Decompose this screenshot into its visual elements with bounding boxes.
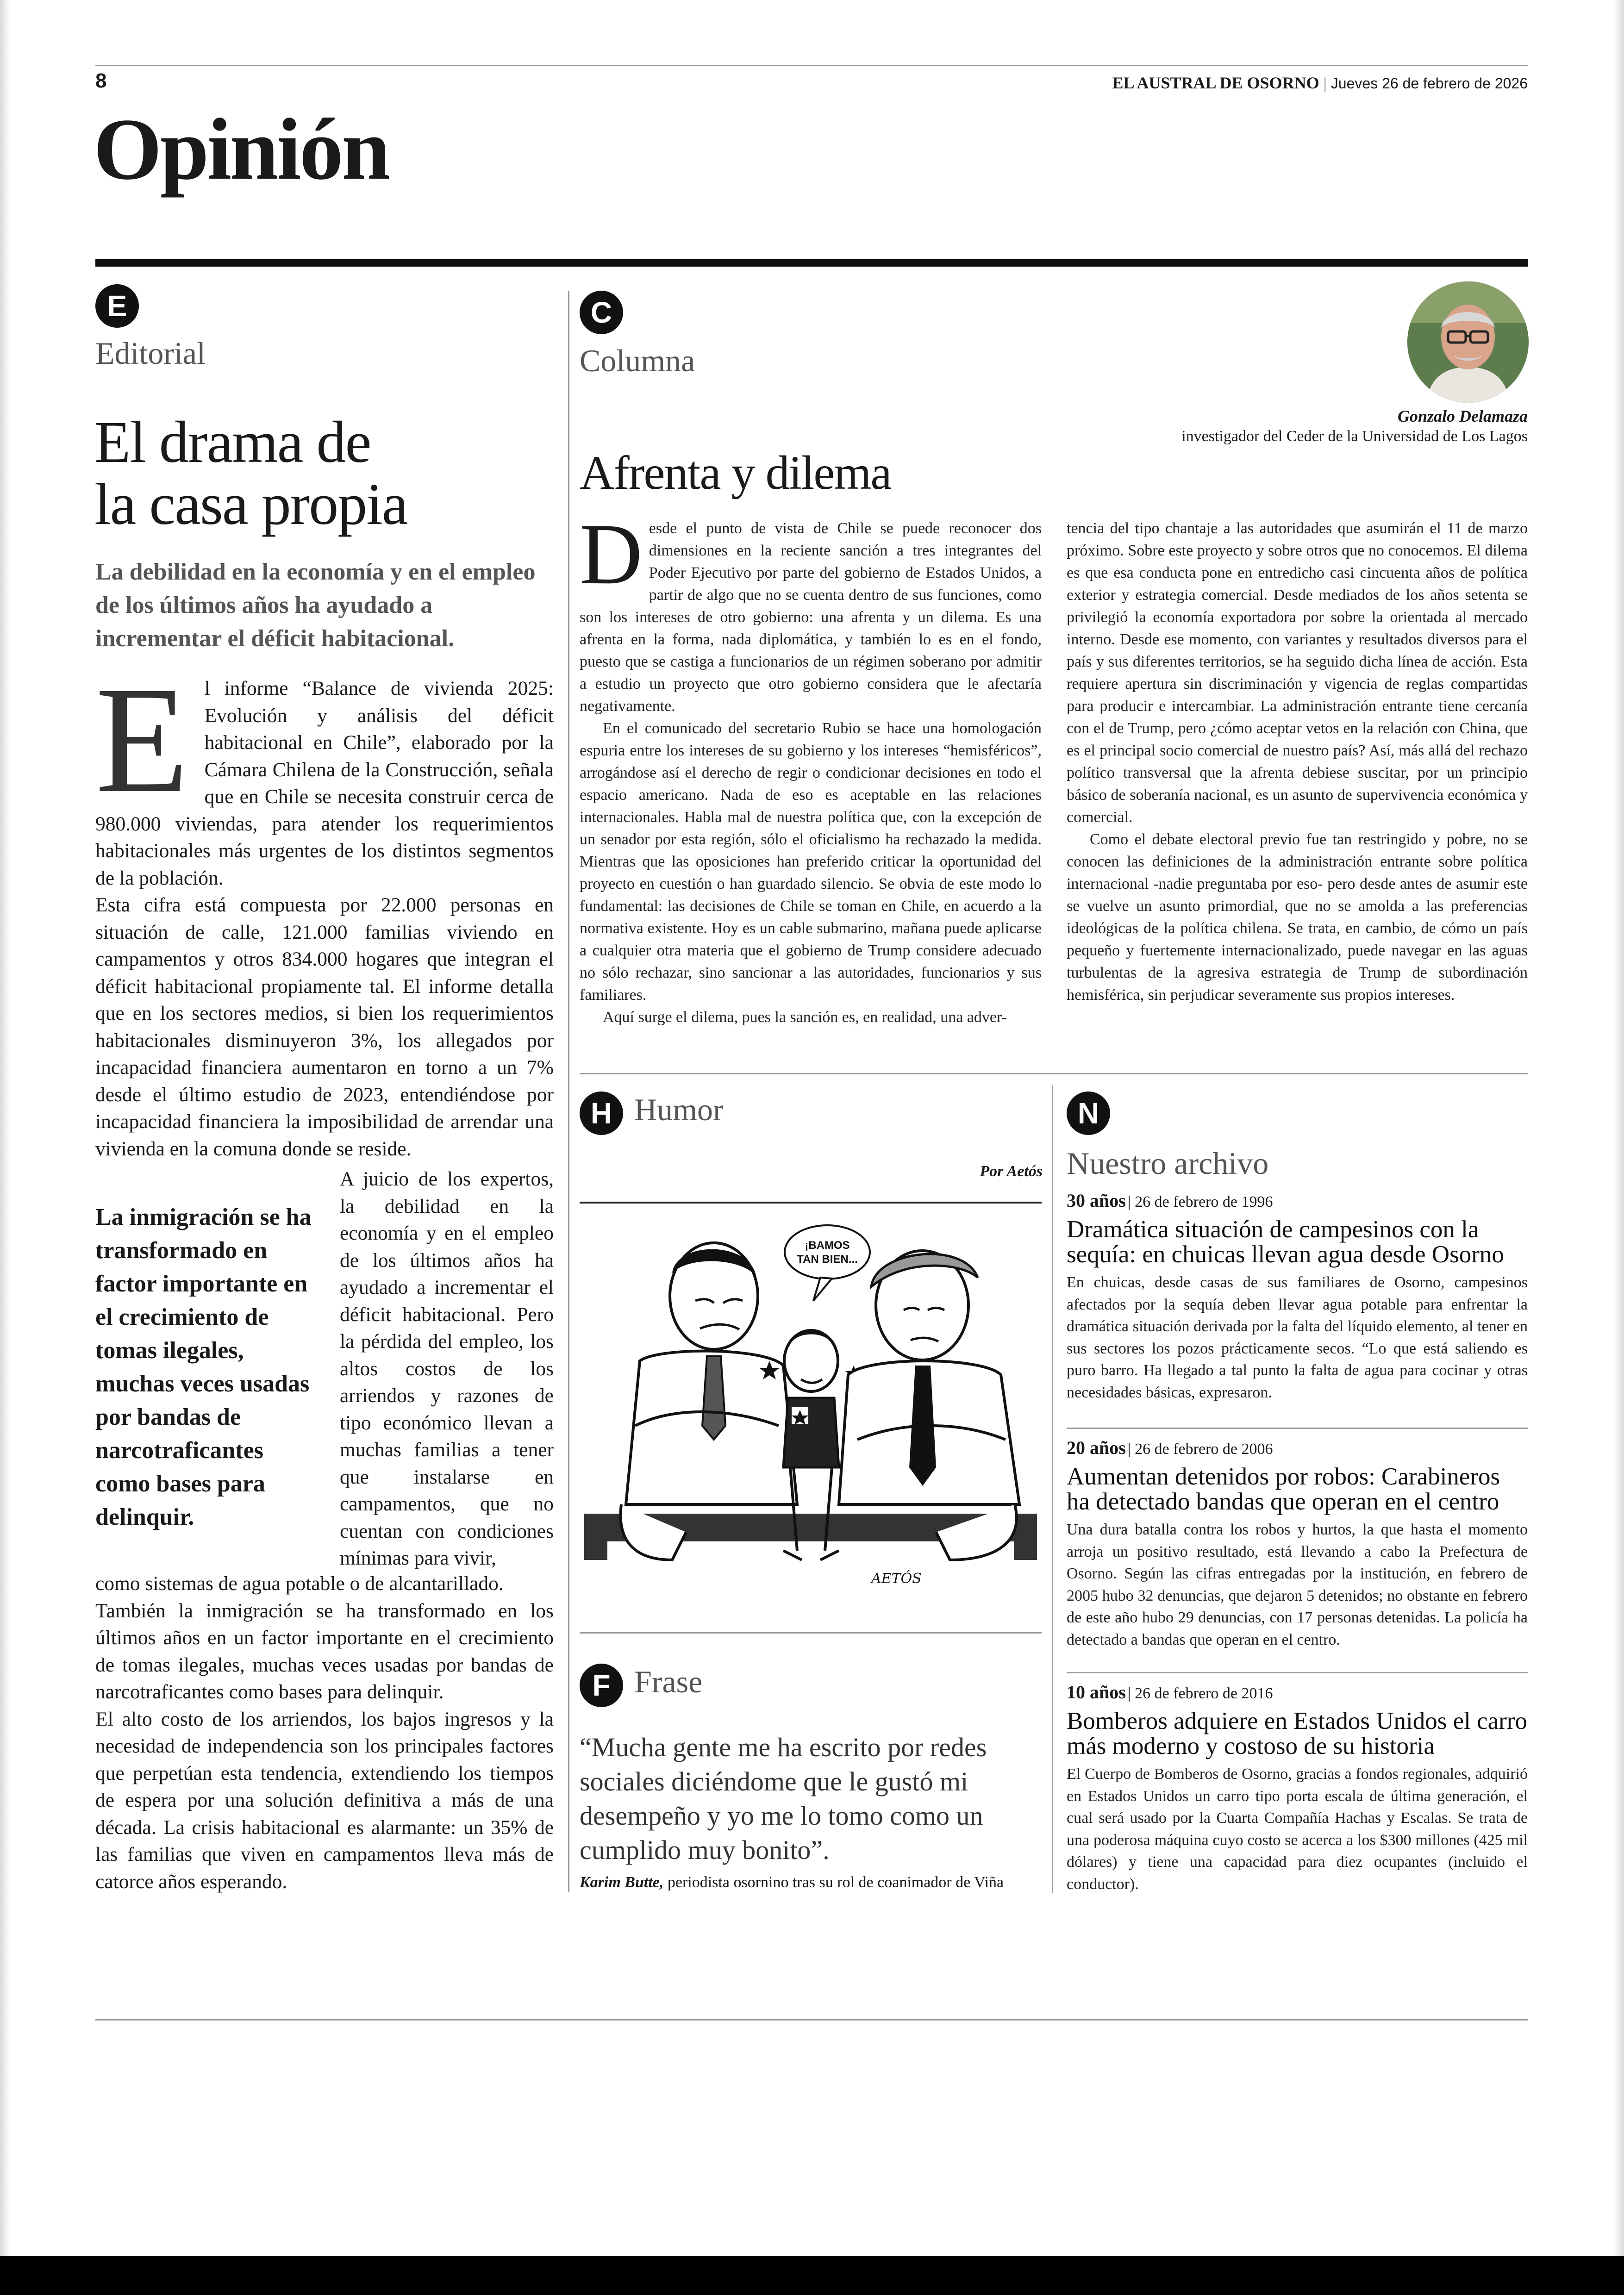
archivo-item-2-separator: | (1127, 1441, 1135, 1458)
archivo-rule-2 (1067, 1672, 1528, 1673)
bottom-bar (0, 2256, 1624, 2295)
editorial-paragraph-4: También la inmigración se ha transformado en los últimos años en un factor importante en el crecimiento de tomas ilegales, muchas veces usadas por bandas de narcotraficantes como bases para delinquir. (95, 1599, 554, 1703)
columna-paragraph-5: Como el debate electoral previo fue tan restringido y pobre, no se conocen las definiciones de la administración entrante sobre política internacional -nadie preguntaba por eso- pero desde antes de asumir este se vuelve un asunto primordial, que no se amolda a las preferencias ideológicas de la política chilena. Se trata, en cambio, de cómo un país pequeño y fuertemente internacionalizado, puede navegar en las aguas turbulentas de la agresiva estrategia de Trump de subordinación hemisférica, sin perjudicar severamente sus propios intereses. (1067, 831, 1528, 1004)
archivo-label: Nuestro archivo (1067, 1146, 1269, 1181)
page-left-shadow (0, 0, 10, 2295)
archivo-item-1-separator: | (1127, 1193, 1135, 1210)
archivo-item-1-meta (1067, 1190, 1528, 1211)
editorial-title-line1: El drama de (94, 409, 371, 475)
archivo-item-1-headline: Dramática situación de campesinos con la sequía: en chuicas llevan agua desde Osorno (1067, 1216, 1504, 1268)
cartoon-signature: AETÓS (871, 1571, 922, 1587)
editorial-paragraph-1: l informe “Balance de vivienda 2025: Evolución y análisis del déficit habitacional en Chile”, elaborado por la Cámara Chilena de la Construcción, señala que en Chile se necesita construir cerca de 980.000 viviendas, para atender los requerimientos habitacionales más urgentes de los distintos segmentos de la población. (95, 677, 554, 889)
archivo-item-2-headline: Aumentan detenidos por robos: Carabineros ha detectado bandas que operan en el centro (1067, 1463, 1500, 1515)
archivo-item-1-text: En chuicas, desde casas de sus familiares de Osorno, campesinos afectados por la sequía deben llevar agua potable para enfrentar la dramática situación derivada por la falta del líquido elemento, al tener en sus sectores los pozos prácticamente secos. “Lo que está saliendo es puro barro. Ha llegado a tal punto la falta de agua para cocinar y otras necesidades básicas, expresaron. (1067, 1274, 1528, 1401)
footer-rule (95, 2019, 1528, 2021)
header-separator: | (1323, 74, 1331, 92)
section-thick-rule (95, 259, 1528, 267)
archivo-item-2-text: Una dura batalla contra los robos y hurtos, la que hasta el momento arroja un positivo resultado, está llevando a cabo la Prefectura de Osorno. Según las cifras entregadas por la institución, en febrero de 2005 hubo 32 denuncias, que dejaron 5 detenidos; no obstante en febrero de este año hubo 29 denuncias, con 17 personas detenidas. La policía ha detectado a bandas que operan en el centro. (1067, 1521, 1528, 1648)
editorial-badge: E (95, 284, 139, 328)
columna-paragraph-3: Aquí surge el dilema, pues la sanción es, en realidad, una adver- (603, 1009, 1007, 1026)
columna-paragraph-4: tencia del tipo chantaje a las autoridades que asumirán el 11 de marzo próximo. Sobre este proyecto y sobre otros que no conocemos. El dilema es que esa conducta pone en entredicho casi cincuenta años de política exterior y estrategia comercial. Desde mediados de los años setenta se privilegió la economía exportadora por sobre la orientada al mercado interno. Desde ese momento, con variantes y resultados diversos para el país y sus diferentes territorios, se ha seguido dicha línea de acción. Esta requiere apertura sin discriminación y vigencia de reglas compartidas para producir e intercambiar. La administración entrante tiene cercanía con el de Trump, pero ¿cómo aceptar vetos en la relación con China, que es el principal socio comercial de nuestro país? Así, más allá del rechazo político transversal que la afrenta debiese suscitar, por un principio básico de soberanía nacional, es un asunto de supervivencia económica y comercial. (1067, 520, 1528, 826)
editorial-paragraph-5: El alto costo de los arriendos, los bajos ingresos y la necesidad de independencia son los principales factores que perpetúan esta tendencia, extendiendo los tiempos de espera por una solución definitiva a más de una década. La crisis habitacional es alarmante: un 35% de las familias que viven en campamentos lleva más de catorce años esperando. (95, 1708, 554, 1893)
header-top-rule (95, 65, 1528, 66)
page-right-shadow (1614, 0, 1624, 2295)
author-photo (1407, 281, 1529, 403)
archivo-item-1-date: 26 de febrero de 1996 (1135, 1193, 1273, 1210)
archivo-item-2-meta (1067, 1437, 1528, 1459)
archivo-item-2-date: 26 de febrero de 2006 (1135, 1441, 1273, 1458)
frase-attribution-name: Karim Butte, (580, 1874, 664, 1891)
editorial-body-top (95, 655, 554, 1162)
columna-label: Columna (580, 343, 695, 378)
editorial-title-line2: la casa propia (94, 471, 407, 537)
frase-badge: F (580, 1664, 623, 1707)
cartoon-illustration-icon (580, 1208, 1042, 1629)
archivo-item-3-years: 10 años (1067, 1682, 1126, 1703)
columna-bottom-rule (580, 1073, 1528, 1074)
archivo-item-3 (1067, 1681, 1528, 1895)
editorial-paragraph-3-cont: como sistemas de agua potable o de alcantarillado. (95, 1572, 504, 1595)
editorial-pullquote: La inmigración se ha transformado en factor importante en el crecimiento de tomas ilegales, muchas veces usadas por bandas de narcotraficantes como bases para delinquir. (95, 1204, 312, 1530)
columna-text-left (580, 505, 1042, 1029)
author-role: investigador del Ceder de la Universidad de Los Lagos (1181, 428, 1528, 445)
publication-name: EL AUSTRAL DE OSORNO (1112, 74, 1319, 92)
columna-paragraph-2: En el comunicado del secretario Rubio se hace una homologación espuria entre los intereses de su gobierno y los intereses “hemisféricos”, arrogándose así el derecho de regir o condicionar decisiones en todo el espacio americano. Nada de eso es aceptable en las relaciones internacionales. Habla mal de nuestra política que, con la excepción de un senador por esta región, sólo el oficialismo ha rechazado la medida. Mientras que las oposiciones han preferido criticar la oportunidad del proyecto en cuestión o han guardado silencio. Se obvia de este modo lo fundamental: las decisiones de Chile se toman en Chile, en acuerdo a la normativa existente. Hoy es un cable submarino, mañana puede aplicarse a cualquier otra materia que el gobierno de Trump considere adecuado no sólo rechazar, sino sancionar a las autoridades, funcionarios y sus familiares. (580, 720, 1042, 1004)
frase-label: Frase (634, 1664, 703, 1699)
archivo-item-1 (1067, 1190, 1528, 1403)
author-portrait-icon (1407, 281, 1529, 403)
editorial-subtitle: La debilidad en la economía y en el empleo de los últimos años ha ayudado a incrementar el déficit habitacional. (95, 559, 536, 652)
columna-title: Afrenta y dilema (580, 446, 891, 499)
archivo-item-3-text: El Cuerpo de Bomberos de Osorno, gracias a fondos regionales, adquirió en Estados Unidos un carro tipo porta escala de última generación, el cual será usado por la Cuarta Compañía Hachas y Escalas. Se trata de una poderosa máquina cuyo costo se acerca a los $300 millones (425 mil dólares) y tiene una capacidad para diez ocupantes (incluido el conductor). (1067, 1765, 1528, 1893)
humor-top-rule (580, 1202, 1042, 1204)
page-number: 8 (95, 69, 107, 92)
archivo-rule-1 (1067, 1428, 1528, 1429)
frase-quote: “Mucha gente me ha escrito por redes sociales diciéndome que le gustó mi desempeño y yo me lo tomo como un cumplido muy bonito”. (580, 1732, 987, 1865)
frase-attribution (580, 1874, 1043, 1891)
columna-paragraph-1: esde el punto de vista de Chile se puede reconocer dos dimensiones en la reciente sanción a tres integrantes del Poder Ejecutivo por parte del gobierno de Estados Unidos, a partir de algo que no se cuenta dentro de sus funciones, como son los intereses de otro gobierno: una afrenta y un dilema. Es una afrenta en la forma, nada diplomática, y también lo es en el fondo, puesto que se castiga a funcionarios de un régimen soberano por admitir a estudio un proyecto que otro gobierno considera que le afectaría negativamente. (580, 520, 1042, 715)
frase-attribution-text: periodista osornino tras su rol de coanimador de Viña (667, 1874, 1004, 1891)
humor-cartoon (580, 1208, 1042, 1629)
editorial-title (94, 411, 557, 535)
humor-byline: Por Aetós (980, 1163, 1043, 1180)
publication-info (1112, 73, 1528, 93)
publication-date: Jueves 26 de febrero de 2026 (1330, 75, 1528, 92)
archivo-item-2-years: 20 años (1067, 1437, 1126, 1458)
humor-label: Humor (634, 1092, 724, 1127)
editorial-body-bottom (95, 1570, 554, 1895)
author-name: Gonzalo Delamaza (1397, 407, 1528, 425)
archivo-item-3-date: 26 de febrero de 2016 (1135, 1685, 1273, 1702)
columna-text-right (1067, 518, 1528, 1006)
cartoon-bubble-line2: TAN BIEN... (797, 1253, 858, 1266)
columna-badge: C (580, 291, 623, 334)
editorial-dropcap: E (95, 655, 189, 824)
column-divider-2 (1052, 1085, 1053, 1893)
column-divider-1 (568, 291, 569, 1892)
editorial-label: Editorial (95, 336, 206, 371)
cartoon-bubble-line1: ¡BAMOS (805, 1239, 850, 1252)
archivo-item-3-meta (1067, 1681, 1528, 1703)
archivo-item-3-separator: | (1127, 1685, 1135, 1702)
humor-badge: H (580, 1091, 623, 1135)
editorial-paragraph-2: Esta cifra está compuesta por 22.000 personas en situación de calle, 121.000 familias viviendo en campamentos y otros 834.000 hogares que integran el déficit habitacional propiamente tal. El informe detalla que en los sectores medios, si bien los requerimientos habitacionales disminuyeron 3%, los allegados por incapacidad financiera aumentaron en torno a un 7% desde el último estudio de 2023, entendiéndose por incapacidad financiera la imposibilidad de arrendar una vivienda en la comuna donde se reside. (95, 894, 554, 1160)
archivo-badge: N (1067, 1091, 1110, 1135)
archivo-item-2 (1067, 1437, 1528, 1651)
columna-dropcap: D (580, 505, 643, 602)
archivo-item-3-headline: Bomberos adquiere en Estados Unidos el carro más moderno y costoso de su historia (1067, 1708, 1527, 1759)
frase-top-rule (580, 1632, 1042, 1634)
editorial-paragraph-3: A juicio de los expertos, la debilidad en la economía y en el empleo de los últimos años ha ayudado a incrementar el déficit habitacional. Pero la pérdida del empleo, los altos costos de los arriendos y razones de tipo económico llevan a muchas familias a tener que instalarse en campamentos, que no cuentan con condiciones mínimas para vivir, (340, 1168, 554, 1569)
section-title: Opinión (94, 101, 389, 198)
archivo-item-1-years: 30 años (1067, 1190, 1126, 1211)
